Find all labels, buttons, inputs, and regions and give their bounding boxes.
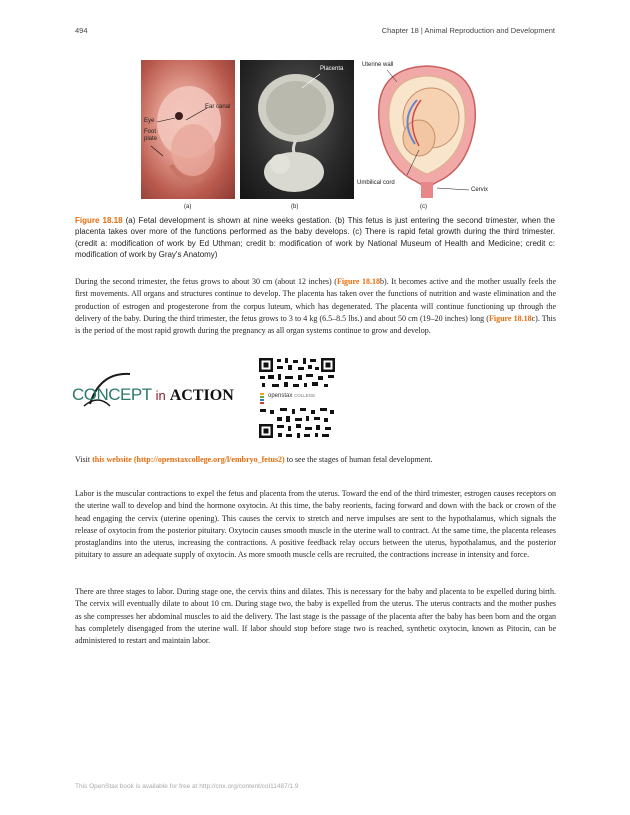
visit-suffix: to see the stages of human fetal development.	[284, 455, 433, 464]
figure-ref-link[interactable]: Figure 18.18	[488, 313, 532, 323]
footer-license: This OpenStax book is available for free at http://cnx.org/content/col11487/1.9	[75, 783, 299, 790]
figure-number: Figure 18.18	[75, 216, 123, 225]
label-uterine-wall: Uterine wall	[362, 62, 394, 68]
logo-action: ACTION	[169, 387, 234, 404]
qr-code[interactable]	[258, 357, 336, 439]
figure-panel-b-fetus-photo	[240, 60, 354, 199]
figure-panel-c-uterus-diagram	[357, 60, 492, 199]
concept-in-action-logo	[70, 368, 240, 410]
label-eye: Eye	[144, 118, 155, 124]
visit-prefix: Visit	[75, 455, 93, 464]
paragraph-text: During the second trimester, the fetus grows to about 30 cm (about 12 inches) (	[75, 277, 337, 286]
label-foot: Foot	[144, 129, 157, 135]
qr-brand	[268, 393, 315, 399]
logo-concept: CONCEPT	[72, 385, 152, 404]
paragraph-second-trimester	[75, 276, 556, 337]
figure-letter-c: (c)	[420, 204, 427, 210]
uterus-diagram	[357, 60, 492, 199]
visit-line	[75, 454, 432, 466]
paragraph-text: c). This is the period of the most rapid growth during the pregnancy as all organ systems continue to grow and develop.	[75, 313, 557, 336]
label-umbilical-cord: Umbilical cord	[357, 180, 395, 186]
qr-brand-suffix: COLLEGE	[294, 393, 316, 398]
paragraph-text: b). It becomes active and the mother usually feels the first movements. All organs and structures continue to develop. The placenta has taken over the functions of nutrition and waste elimination and the production of estrogen and progesterone from the corpus luteum, which has degenerated. The placenta will continue functioning up through the delivery of the baby. During the third trimester, the fetus grows to 3 to 4 kg (6.5–8.5 lbs.) and about 50 cm (19–20 inches) long (	[75, 277, 556, 323]
paragraph-labor: Labor is the muscular contractions to expel the fetus and placenta from the uterus. Toward the end of the third trimester, estrogen causes receptors on the uterine wall to develop and bind the hormone oxytocin. At this time, the baby reorients, facing forward and down with the back or crown of the head engaging the cervix (uterine opening). This causes the cervix to stretch and nerve impulses are sent to the hypothalamus, which signals the release of oxytocin from the posterior pituitary. Oxytocin causes smooth muscle in the uterine wall to contract. At the same time, the placenta releases prostaglandins into the uterus, increasing the contractions. A positive feedback relay occurs between the uterus, hypothalamus, and the posterior pituitary to assure an adequate supply of oxytocin. As more smooth muscle cells are recruited, the contractions increase in intensity and force.	[75, 489, 556, 560]
fetus-placenta-illustration	[240, 60, 354, 199]
logo-text	[72, 385, 234, 405]
label-ear-canal: Ear canal	[205, 104, 231, 110]
figure-caption	[75, 215, 555, 260]
caption-text: (a) Fetal development is shown at nine weeks gestation. (b) This fetus is just entering the second trimester, when the placenta takes over more of the functions performed as the baby develops. (c) There is rapid fetal growth during the third trimester. (credit a: modification of work by Ed Uthman; credit b: modification of work by National Museum of Health and Medicine; credit c: modification of work by Gray's Anatomy)	[75, 216, 556, 259]
figure-letter-b: (b)	[291, 204, 299, 210]
label-cervix: Cervix	[471, 187, 489, 193]
logo-in: in	[155, 388, 166, 403]
page-number: 494	[75, 26, 88, 35]
label-placenta: Placenta	[320, 66, 344, 72]
figure-panel-a-embryo-photo	[141, 60, 235, 199]
qr-brand-name: openstax	[268, 393, 293, 399]
figure-letter-a: (a)	[184, 204, 192, 210]
paragraph-stages-of-labor: There are three stages to labor. During stage one, the cervix thins and dilates. This is necessary for the baby and placenta to be expelled during birth. The cervix will eventually dilate to about 10 cm. During stage two, the baby is expelled from the uterus. The uterus contracts and the mother pushes as she compresses her abdominal muscles to aid the delivery. The last stage is the passage of the placenta after the baby has been born and the organ has completely disengaged from the uterine wall. If labor should stop before stage two is reached, synthetic oxytocin, known as Pitocin, can be administered to restart and maintain labor.	[75, 587, 556, 646]
figure-ref-link[interactable]: Figure 18.18	[336, 277, 381, 286]
label-plate: plate	[144, 136, 158, 142]
chapter-header: Chapter 18 | Animal Reproduction and Development	[381, 26, 555, 35]
embryo-fetus-website-link[interactable]: this website (http://openstaxcollege.org/l/embryo_fetus2)	[92, 455, 285, 464]
